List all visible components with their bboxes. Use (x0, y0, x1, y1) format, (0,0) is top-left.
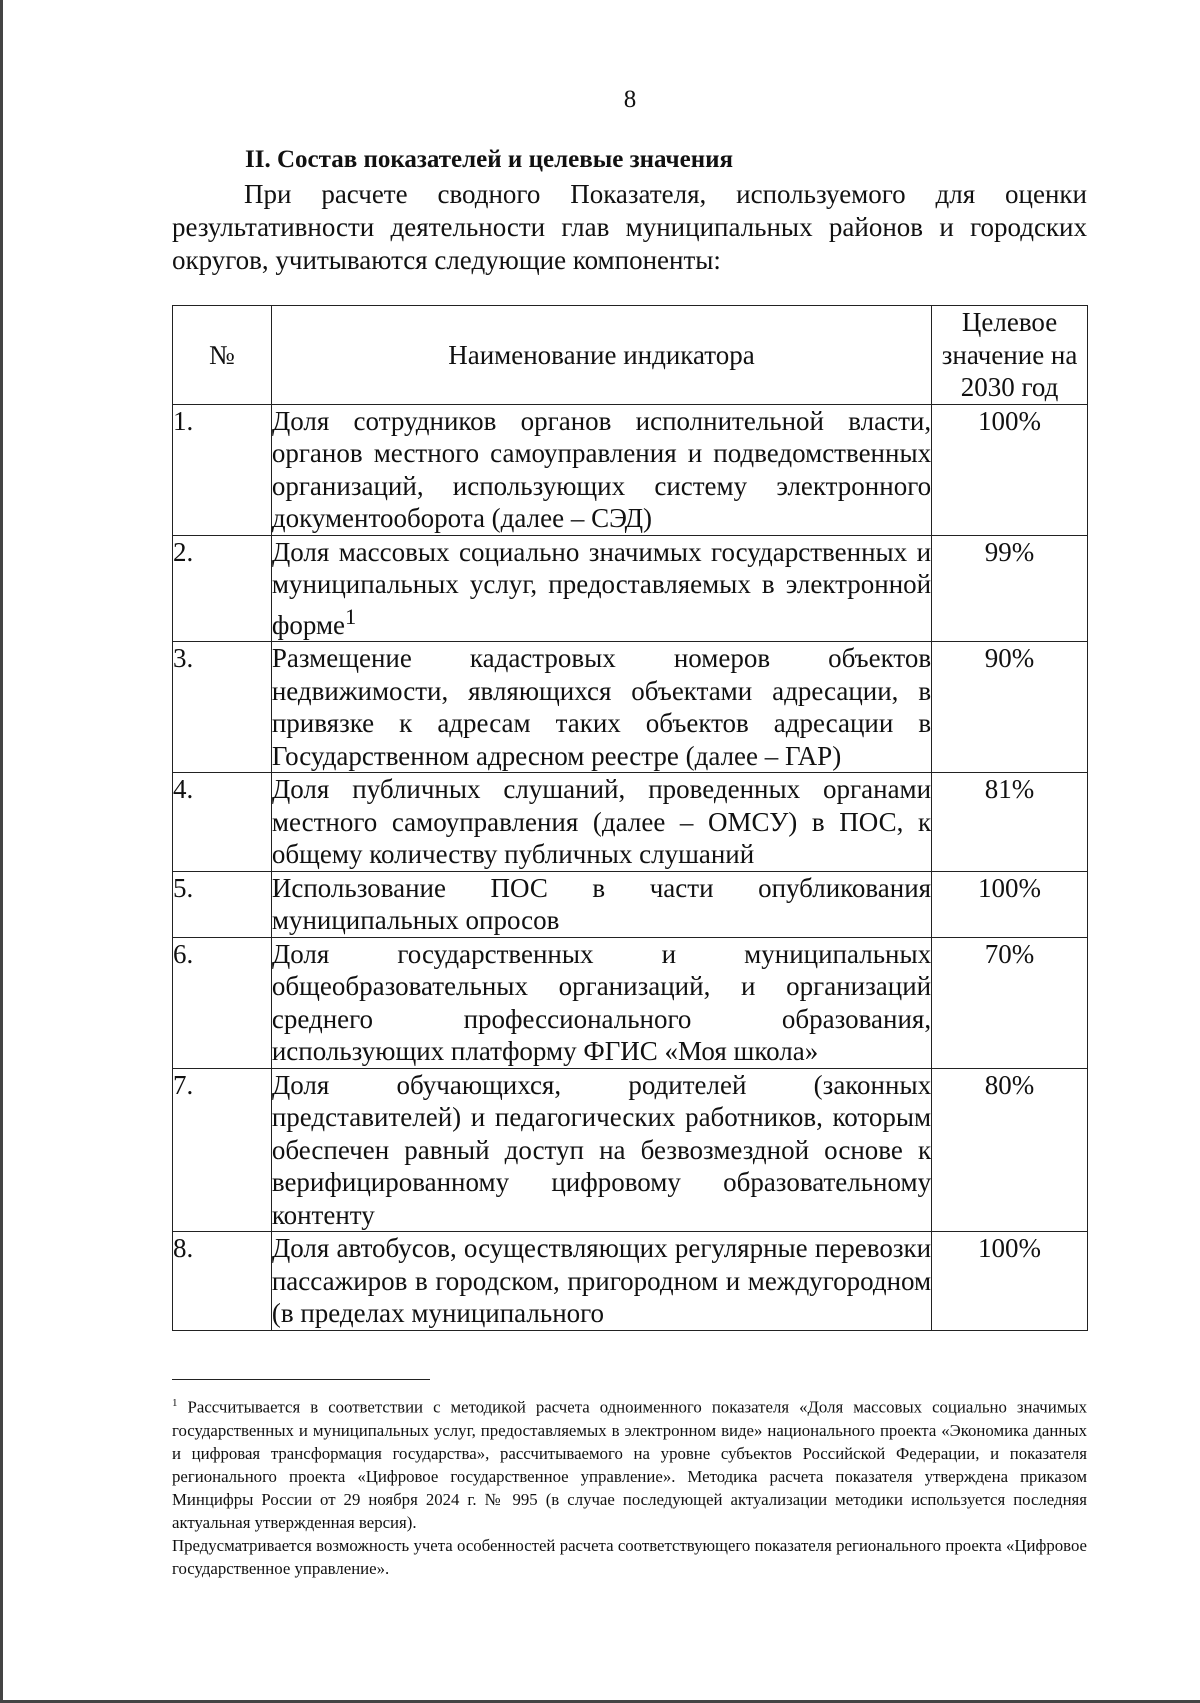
row-target-value: 90% (932, 642, 1088, 773)
row-target-value: 70% (932, 937, 1088, 1068)
row-number: 8. (173, 1232, 272, 1331)
row-number: 5. (173, 871, 272, 937)
footnote-1-continuation: Предусматривается возможность учета особенностей расчета соответствующего показателя регионального проекта «Цифровое государственное управление». (172, 1535, 1087, 1578)
table-row (173, 937, 1088, 1068)
indicators-table (172, 305, 1088, 1331)
row-indicator-name: Доля автобусов, осуществляющих регулярные перевозки пассажиров в городском, пригородном и междугородном (в пределах муниципального (271, 1233, 932, 1328)
row-number: 7. (173, 1068, 272, 1232)
footnotes (172, 1392, 1087, 1580)
row-target-value: 80% (932, 1068, 1088, 1232)
row-target-value: 81% (932, 773, 1088, 872)
footnote-separator (172, 1379, 430, 1380)
row-number: 3. (173, 642, 272, 773)
row-indicator-name (271, 535, 931, 642)
table-row (173, 642, 1088, 773)
row-indicator-name: Доля государственных и муниципальных общеобразовательных организаций, и организаций среднего профессионального образования, использующих платформу ФГИС «Моя школа» (271, 938, 932, 1066)
footnote-reference: 1 (345, 603, 357, 629)
table-header-row (173, 306, 1088, 405)
row-indicator-name: Использование ПОС в части опубликования муниципальных опросов (271, 872, 932, 935)
header-number: № (173, 306, 272, 405)
header-target-value-line: Целевое (961, 307, 1058, 337)
row-target-value: 100% (932, 1232, 1088, 1331)
header-target-value-line: значение на (941, 339, 1078, 370)
footnote-1-text: Рассчитывается в соответствии с методикой расчета одноименного показателя «Доля массовых социально значимых государственных и муниципальных услуг, предоставляемых в электронном виде» национального проекта «Экономика данных и цифровая трансформация государства», рассчитываемого на уровне субъектов Российской Федерации, и показателя регионального проекта «Цифровое государственное управление». Методика расчета показателя утверждена приказом Минцифры России от 29 ноября 2024 г. № 995 (в случае последующей актуализации методики используется последняя актуальная утвержденная версия). (172, 1397, 1087, 1532)
row-target-value: 100% (932, 871, 1088, 937)
row-target-value: 99% (932, 535, 1088, 642)
scan-edge-left (0, 0, 3, 1703)
row-number: 4. (173, 773, 272, 872)
row-target-value: 100% (932, 404, 1088, 535)
footnote-mark: 1 (172, 1397, 178, 1409)
row-number: 2. (173, 535, 272, 642)
page-number: 8 (623, 86, 637, 113)
row-indicator-name: Доля обучающихся, родителей (законных представителей) и педагогических работников, которым обеспечен равный доступ на безвозмездной основе к верифицированному цифровому образовательному контенту (271, 1069, 932, 1230)
row-indicator-name: Размещение кадастровых номеров объектов недвижимости, являющихся объектами адресации, в привязке к адресам таких объектов адресации в Государственном адресном реестре (далее – ГАР) (271, 643, 932, 771)
table-row (173, 1232, 1088, 1331)
footnote-1 (172, 1392, 1087, 1534)
table-row (173, 1068, 1088, 1232)
row-number: 1. (173, 404, 272, 535)
row-indicator-name: Доля публичных слушаний, проведенных органами местного самоуправления (далее – ОМСУ) в ПОС, к общему количеству публичных слушаний (271, 774, 932, 869)
header-target-value (932, 306, 1088, 405)
header-target-value-line: 2030 год (960, 372, 1059, 402)
table-row (173, 404, 1088, 535)
intro-paragraph: При расчете сводного Показателя, используемого для оценки результативности деятельности глав муниципальных районов и городских округов, учитываются следующие компоненты: (172, 179, 1087, 275)
header-indicator-name: Наименование индикатора (271, 306, 931, 405)
row-indicator-name: Доля сотрудников органов исполнительной власти, органов местного самоуправления и подведомственных организаций, использующих систему электронного документооборота (далее – СЭД) (271, 405, 932, 533)
row-number: 6. (173, 937, 272, 1068)
table-row (173, 773, 1088, 872)
section-title: II. Состав показателей и целевые значения (245, 146, 734, 173)
row-indicator-text: Доля массовых социально значимых государственных и муниципальных услуг, предоставляемых в электронной форме (271, 536, 932, 640)
table-row (173, 871, 1088, 937)
table-row (173, 535, 1088, 642)
